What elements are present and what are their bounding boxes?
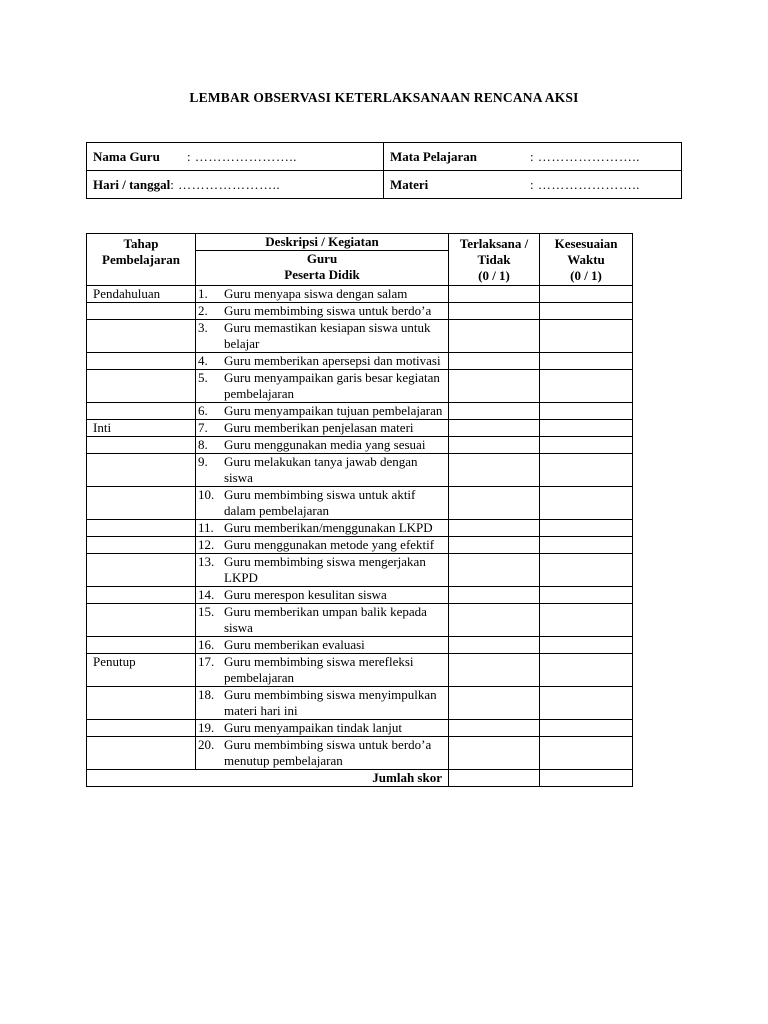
activity-text: Guru membimbing siswa menyimpulkan materi hari ini (224, 687, 437, 718)
kesesuaian-cell[interactable] (540, 353, 633, 370)
header-kesesuaian-label: Kesesuaian Waktu (554, 236, 618, 267)
activity-number: 3. (198, 320, 208, 335)
kesesuaian-cell[interactable] (540, 637, 633, 654)
jumlah-skor-kesesuaian[interactable] (540, 770, 633, 787)
activity-number: 16. (198, 637, 215, 652)
kesesuaian-cell[interactable] (540, 520, 633, 537)
activity-row (87, 370, 633, 403)
activity-row (87, 454, 633, 487)
materi-label: Materi (390, 176, 429, 192)
activity-number: 17. (198, 654, 215, 669)
activity-number: 11. (198, 520, 214, 535)
activity-cell (196, 403, 449, 420)
stage-cell (87, 353, 196, 370)
stage-cell (87, 303, 196, 320)
header-tahap-label: Tahap Pembelajaran (102, 236, 180, 267)
activity-row (87, 320, 633, 353)
activity-number: 5. (198, 370, 208, 385)
kesesuaian-cell[interactable] (540, 420, 633, 437)
activity-row (87, 420, 633, 437)
stage-cell (87, 320, 196, 353)
terlaksana-cell[interactable] (449, 320, 540, 353)
kesesuaian-cell[interactable] (540, 454, 633, 487)
activity-number: 2. (198, 303, 208, 318)
hari-tanggal-label: Hari / tanggal (93, 176, 171, 192)
header-kesesuaian (540, 234, 633, 286)
activity-row (87, 737, 633, 770)
kesesuaian-cell[interactable] (540, 554, 633, 587)
activity-number: 19. (198, 720, 215, 735)
activity-row (87, 437, 633, 454)
activity-cell (196, 604, 449, 637)
stage-cell: Pendahuluan (87, 286, 196, 303)
activity-text: Guru merespon kesulitan siswa (224, 587, 387, 602)
stage-cell (87, 554, 196, 587)
activity-number: 15. (198, 604, 215, 619)
activity-text: Guru menyapa siswa dengan salam (224, 286, 408, 301)
terlaksana-cell[interactable] (449, 587, 540, 604)
activity-text: Guru menyampaikan garis besar kegiatan pembelajaran (224, 370, 440, 401)
activity-cell (196, 537, 449, 554)
kesesuaian-cell[interactable] (540, 737, 633, 770)
activity-row (87, 587, 633, 604)
materi-cell (384, 171, 682, 199)
mata-pelajaran-field[interactable]: : ………………….. (530, 148, 640, 164)
activity-text: Guru menggunakan metode yang efektif (224, 537, 435, 552)
stage-cell (87, 737, 196, 770)
kesesuaian-cell[interactable] (540, 370, 633, 403)
activity-text: Guru memberikan apersepsi dan motivasi (224, 353, 441, 368)
stage-cell (87, 587, 196, 604)
stage-cell (87, 537, 196, 554)
activity-row (87, 654, 633, 687)
kesesuaian-cell[interactable] (540, 286, 633, 303)
activity-number: 14. (198, 587, 215, 602)
activity-cell (196, 303, 449, 320)
terlaksana-cell[interactable] (449, 487, 540, 520)
activity-row (87, 286, 633, 303)
mata-pelajaran-label: Mata Pelajaran (390, 148, 478, 164)
activity-row (87, 537, 633, 554)
nama-guru-label: Nama Guru (93, 148, 160, 164)
activity-row (87, 520, 633, 537)
terlaksana-cell[interactable] (449, 720, 540, 737)
activity-cell (196, 454, 449, 487)
nama-guru-field[interactable]: : ………………….. (187, 148, 297, 164)
activity-number: 7. (198, 420, 208, 435)
activity-cell (196, 554, 449, 587)
stage-cell (87, 403, 196, 420)
activity-row (87, 687, 633, 720)
terlaksana-cell[interactable] (449, 353, 540, 370)
activity-text: Guru membimbing siswa mengerjakan LKPD (224, 554, 426, 585)
stage-cell: Penutup (87, 654, 196, 687)
kesesuaian-cell[interactable] (540, 403, 633, 420)
activity-text: Guru menggunakan media yang sesuai (224, 437, 426, 452)
terlaksana-cell[interactable] (449, 737, 540, 770)
terlaksana-cell[interactable] (449, 370, 540, 403)
kesesuaian-cell[interactable] (540, 654, 633, 687)
activity-text: Guru melakukan tanya jawab dengan siswa (224, 454, 418, 485)
activity-text: Guru membimbing siswa untuk aktif dalam pembelajaran (224, 487, 416, 518)
kesesuaian-cell[interactable] (540, 320, 633, 353)
activity-text: Guru menyampaikan tujuan pembelajaran (224, 403, 443, 418)
activity-cell (196, 687, 449, 720)
header-guru: Guru (306, 251, 338, 266)
activity-cell (196, 720, 449, 737)
terlaksana-cell[interactable] (449, 286, 540, 303)
activity-cell (196, 286, 449, 303)
stage-cell: Inti (87, 420, 196, 437)
stage-cell (87, 720, 196, 737)
stage-cell (87, 520, 196, 537)
activity-number: 1. (198, 286, 208, 301)
terlaksana-cell[interactable] (449, 403, 540, 420)
activity-cell (196, 420, 449, 437)
activity-cell (196, 487, 449, 520)
activity-text: Guru membimbing siswa untuk berdo’a (224, 303, 432, 318)
activity-row (87, 554, 633, 587)
activity-row (87, 720, 633, 737)
terlaksana-cell[interactable] (449, 520, 540, 537)
stage-cell (87, 454, 196, 487)
activity-row (87, 353, 633, 370)
kesesuaian-cell[interactable] (540, 437, 633, 454)
stage-cell (87, 370, 196, 403)
header-deskripsi: Deskripsi / Kegiatan (196, 234, 449, 251)
activity-number: 13. (198, 554, 215, 569)
terlaksana-cell[interactable] (449, 604, 540, 637)
header-tahap (87, 234, 196, 286)
terlaksana-cell[interactable] (449, 303, 540, 320)
activity-number: 4. (198, 353, 208, 368)
materi-field[interactable]: : ………………….. (530, 176, 640, 192)
activity-row (87, 487, 633, 520)
stage-cell (87, 604, 196, 637)
activity-text: Guru memberikan umpan balik kepada siswa (224, 604, 427, 635)
stage-cell (87, 687, 196, 720)
activity-cell (196, 654, 449, 687)
header-subcols (196, 251, 449, 286)
terlaksana-cell[interactable] (449, 687, 540, 720)
header-peserta-didik: Peserta Didik (284, 267, 360, 282)
kesesuaian-cell[interactable] (540, 537, 633, 554)
activity-cell (196, 437, 449, 454)
activity-text: Guru menyampaikan tindak lanjut (224, 720, 402, 735)
mata-pelajaran-cell (384, 143, 682, 171)
kesesuaian-cell[interactable] (540, 604, 633, 637)
activity-cell (196, 353, 449, 370)
kesesuaian-cell[interactable] (540, 587, 633, 604)
terlaksana-cell[interactable] (449, 420, 540, 437)
observation-table (86, 233, 633, 787)
hari-tanggal-cell (87, 171, 384, 199)
activity-cell (196, 737, 449, 770)
activity-row (87, 303, 633, 320)
activity-cell (196, 320, 449, 353)
document-title: LEMBAR OBSERVASI KETERLAKSANAAN RENCANA AKSI (189, 90, 579, 105)
activity-text: Guru membimbing siswa merefleksi pembelajaran (224, 654, 414, 685)
kesesuaian-cell[interactable] (540, 487, 633, 520)
activity-text: Guru memberikan evaluasi (224, 637, 365, 652)
terlaksana-cell[interactable] (449, 454, 540, 487)
activity-row (87, 403, 633, 420)
activity-number: 12. (198, 537, 215, 552)
hari-tanggal-field[interactable]: : ………………….. (170, 176, 281, 192)
jumlah-skor-terlaksana[interactable] (449, 770, 540, 787)
activity-cell (196, 370, 449, 403)
activity-text: Guru memastikan kesiapan siswa untuk belajar (224, 320, 431, 351)
header-terlaksana (449, 234, 540, 286)
activity-number: 9. (198, 454, 208, 469)
activity-number: 6. (198, 403, 208, 418)
terlaksana-cell[interactable] (449, 554, 540, 587)
activity-number: 10. (198, 487, 215, 502)
terlaksana-cell[interactable] (449, 537, 540, 554)
activity-text: Guru membimbing siswa untuk berdo’a menutup pembelajaran (224, 737, 432, 768)
activity-cell (196, 637, 449, 654)
header-terlaksana-label: Terlaksana / Tidak (459, 236, 529, 267)
activity-number: 18. (198, 687, 215, 702)
activity-cell (196, 587, 449, 604)
terlaksana-cell[interactable] (449, 654, 540, 687)
activity-row (87, 637, 633, 654)
identity-table (86, 142, 682, 199)
stage-cell (87, 637, 196, 654)
stage-cell (87, 437, 196, 454)
activity-number: 20. (198, 737, 215, 752)
activity-cell (196, 520, 449, 537)
nama-guru-cell (87, 143, 384, 171)
terlaksana-cell[interactable] (449, 637, 540, 654)
terlaksana-cell[interactable] (449, 437, 540, 454)
header-kesesuaian-scale: (0 / 1) (570, 268, 602, 283)
stage-cell (87, 487, 196, 520)
activity-text: Guru memberikan/menggunakan LKPD (224, 520, 433, 535)
kesesuaian-cell[interactable] (540, 303, 633, 320)
activity-number: 8. (198, 437, 208, 452)
activity-row (87, 604, 633, 637)
activity-text: Guru memberikan penjelasan materi (224, 420, 414, 435)
jumlah-skor-label: Jumlah skor (87, 770, 449, 787)
kesesuaian-cell[interactable] (540, 687, 633, 720)
header-terlaksana-scale: (0 / 1) (478, 268, 510, 283)
observation-body (87, 286, 633, 770)
kesesuaian-cell[interactable] (540, 720, 633, 737)
